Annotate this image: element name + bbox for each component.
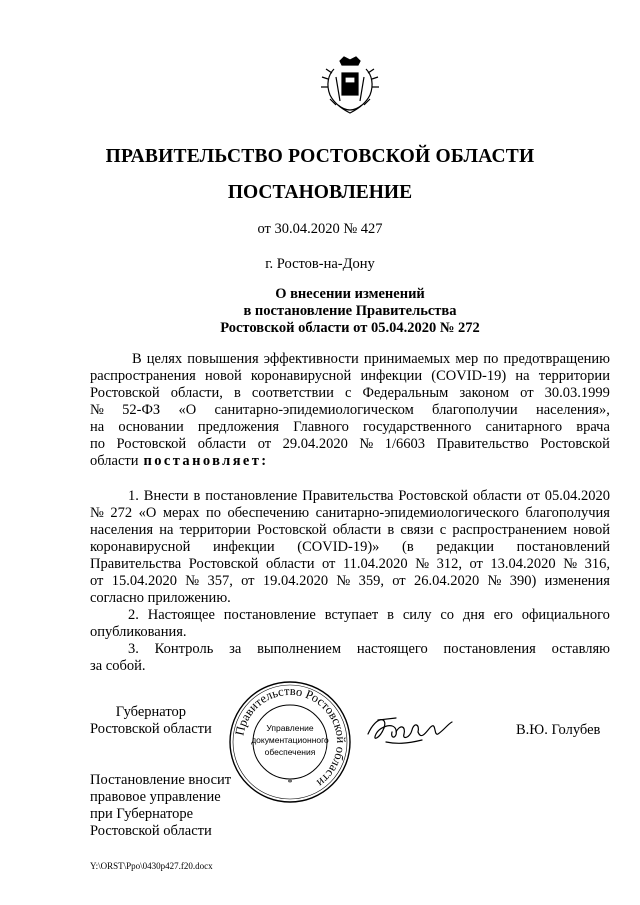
text-line: за собой. [90, 658, 146, 674]
text-line: 1. Внести в постановление Правительства Ростовской области от 05.04.2020 [128, 488, 610, 504]
submission-note [90, 772, 231, 840]
text-line: от 15.04.2020 № 357, от 19.04.2020 № 359, от 26.04.2020 № 390) изменения [90, 573, 610, 589]
decree-items [90, 488, 610, 675]
subject-line: Ростовской области от 05.04.2020 № 272 [220, 320, 480, 336]
subject-line: в постановление Правительства [243, 303, 457, 319]
stamp-inner-line: документационного [251, 735, 329, 745]
handwritten-signature [366, 712, 456, 748]
text-line: населения на территории Ростовской области в связи с распространением новой [90, 522, 610, 538]
document-type: ПОСТАНОВЛЕНИЕ [227, 182, 413, 203]
text-line: согласно приложению. [90, 590, 231, 606]
text-line: Ростовской области, в соответствии с Федеральным законом от 30.03.1999 [90, 385, 610, 401]
decree-word: постановляет: [143, 453, 269, 469]
organization-title: ПРАВИТЕЛЬСТВО РОСТОВСКОЙ ОБЛАСТИ [105, 146, 535, 167]
text-line: опубликования. [90, 624, 187, 640]
text-fragment: области [90, 453, 139, 469]
text-line: по Ростовской области от 29.04.2020 № 1/6603 Правительство Ростовской [90, 436, 610, 452]
note-line: Постановление вносит [90, 772, 232, 788]
note-line: правовое управление [90, 789, 221, 805]
text-line: Правительства Ростовской области от 11.04.2020 № 312, от 13.04.2020 № 316, [90, 556, 610, 572]
note-line: Ростовской области [90, 823, 212, 839]
text-line: распространения новой коронавирусной инфекции (COVID-19) на территории [90, 368, 610, 384]
position-line: Губернатор [115, 704, 186, 720]
text-line: на основании предложения Главного государственного санитарного врача [90, 419, 610, 435]
stamp-inner-line: обеспечения [264, 747, 316, 757]
coat-of-arms-icon [318, 55, 382, 119]
text-line: В целях повышения эффективности принимаемых мер по предотвращению [132, 351, 610, 367]
document-date-number: от 30.04.2020 № 427 [257, 221, 383, 237]
position-line: Ростовской области [90, 721, 212, 737]
text-line: 2. Настоящее постановление вступает в силу со дня его официального [128, 607, 610, 623]
official-stamp [228, 680, 352, 804]
subject-line: О внесении изменений [275, 286, 425, 302]
document-subject [120, 286, 580, 337]
text-line: № 272 «О мерах по обеспечению санитарно-эпидемиологического благополучия [90, 505, 610, 521]
document-city: г. Ростов-на-Дону [265, 256, 375, 272]
text-line: коронавирусной инфекции (COVID-19)» (в редакции постановлений [90, 539, 610, 555]
svg-text:*: * [287, 778, 293, 789]
stamp-inner-line: Управление [266, 723, 314, 733]
intro-paragraph [90, 351, 610, 470]
stamp-ring-text: Правительство Ростовской области [232, 683, 349, 790]
text-line: № 52-ФЗ «О санитарно-эпидемиологическом благополучии населения», [90, 402, 610, 418]
signatory-name: В.Ю. Голубев [516, 722, 601, 738]
text-line: 3. Контроль за выполнением настоящего постановления оставляю [128, 641, 610, 657]
signatory-position [90, 704, 212, 738]
note-line: при Губернаторе [90, 806, 194, 822]
file-path: Y:\ORST\Ppo\0430p427.f20.docx [90, 861, 213, 871]
text-line [90, 453, 610, 470]
